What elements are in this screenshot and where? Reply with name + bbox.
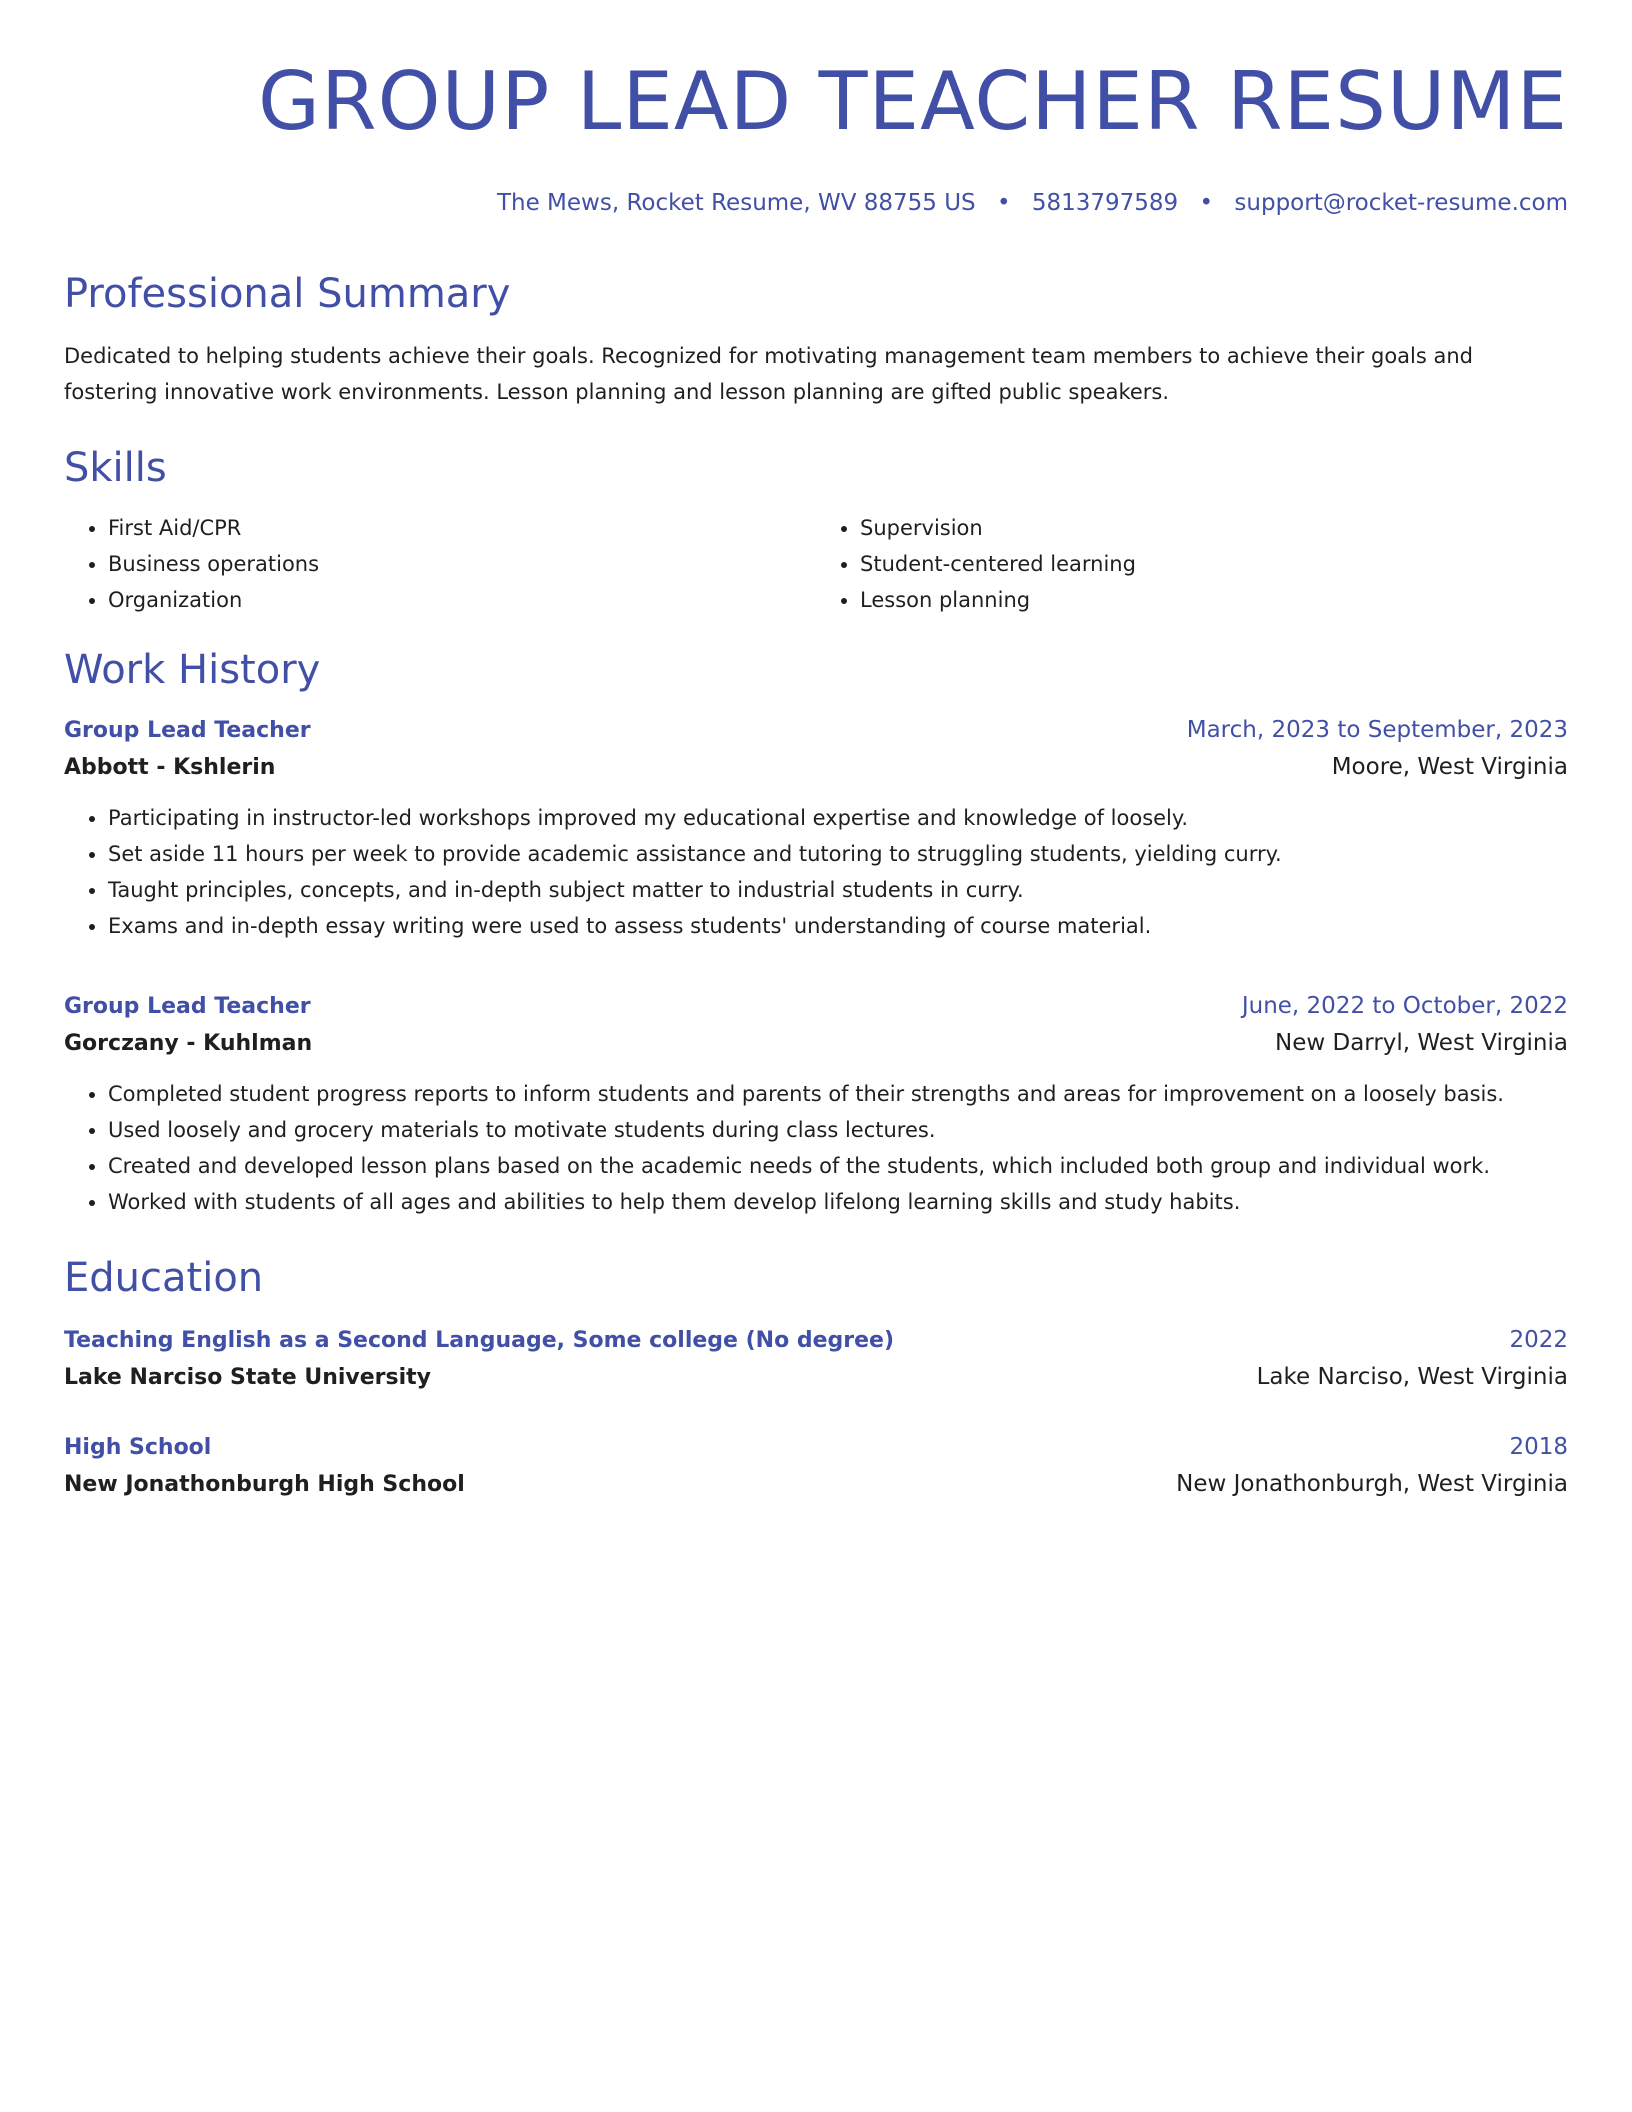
education-header-row <box>64 1431 1568 1464</box>
education-degree: High School <box>64 1435 212 1460</box>
professional-summary-section <box>64 270 1568 410</box>
job-entry <box>64 990 1568 1220</box>
contact-email: support@rocket-resume.com <box>1234 190 1568 216</box>
resume-header <box>64 0 1568 218</box>
job-location: New Darryl, West Virginia <box>1275 1030 1568 1056</box>
skill-item: • Lesson planning <box>860 582 1568 618</box>
contact-separator: • <box>996 190 1011 216</box>
job-location: Moore, West Virginia <box>1331 754 1568 780</box>
job-bullet: • Exams and in-depth essay writing were used to assess students' understanding of course material. <box>108 908 1568 944</box>
contact-separator: • <box>1199 190 1214 216</box>
job-header-row <box>64 714 1568 747</box>
skills-list-right <box>816 510 1568 618</box>
education-section <box>64 1254 1568 1504</box>
job-bullet: • Worked with students of all ages and abilities to help them develop lifelong learning skills and study habits. <box>108 1184 1568 1220</box>
job-company: Abbott - Kshlerin <box>64 755 276 780</box>
resume-title: GROUP LEAD TEACHER RESUME <box>258 55 1568 148</box>
summary-text: Dedicated to helping students achieve their goals. Recognized for motivating management team members to achieve their goals and fostering innovative work environments. Lesson planning and lesson planning are gifted public speakers. <box>64 344 1473 404</box>
contact-line <box>64 188 1568 218</box>
job-title: Group Lead Teacher <box>64 994 311 1019</box>
education-degree: Teaching English as a Second Language, Some college (No degree) <box>64 1328 895 1353</box>
education-year: 2022 <box>1509 1327 1568 1353</box>
section-title-work: Work History <box>64 647 321 693</box>
education-location: Lake Narciso, West Virginia <box>1256 1364 1568 1390</box>
job-bullet: • Participating in instructor-led workshops improved my educational expertise and knowledge of loosely. <box>108 800 1568 836</box>
contact-phone: 5813797589 <box>1031 190 1179 216</box>
job-bullets <box>64 800 1568 944</box>
skills-section <box>64 444 1568 618</box>
job-bullet: • Taught principles, concepts, and in-depth subject matter to industrial students in curry. <box>108 872 1568 908</box>
education-school: New Jonathonburgh High School <box>64 1472 465 1497</box>
skills-grid <box>64 510 1568 618</box>
skill-item: • First Aid/CPR <box>108 510 816 546</box>
job-header-row <box>64 990 1568 1023</box>
skill-item: • Organization <box>108 582 816 618</box>
job-dates: June, 2022 to October, 2022 <box>1241 993 1568 1019</box>
skill-item: • Student-centered learning <box>860 546 1568 582</box>
job-company: Gorczany - Kuhlman <box>64 1031 313 1056</box>
skills-list-left <box>64 510 816 618</box>
education-year: 2018 <box>1509 1434 1568 1460</box>
work-history-section <box>64 646 1568 1220</box>
education-school: Lake Narciso State University <box>64 1365 432 1390</box>
education-entry <box>64 1324 1568 1397</box>
skill-item: • Business operations <box>108 546 816 582</box>
job-title: Group Lead Teacher <box>64 718 311 743</box>
job-company-row <box>64 747 1568 788</box>
job-entry <box>64 714 1568 944</box>
job-bullet: • Set aside 11 hours per week to provide academic assistance and tutoring to struggling students, yielding curry. <box>108 836 1568 872</box>
education-school-row <box>64 1357 1568 1397</box>
section-title-skills: Skills <box>64 445 167 491</box>
section-title-summary: Professional Summary <box>64 271 511 317</box>
job-bullet: • Created and developed lesson plans based on the academic needs of the students, which included both group and individual work. <box>108 1148 1568 1184</box>
job-company-row <box>64 1023 1568 1064</box>
job-bullet: • Completed student progress reports to inform students and parents of their strengths and areas for improvement on a loosely basis. <box>108 1076 1568 1112</box>
skill-item: • Supervision <box>860 510 1568 546</box>
education-school-row <box>64 1464 1568 1504</box>
job-dates: March, 2023 to September, 2023 <box>1186 717 1568 743</box>
contact-address: The Mews, Rocket Resume, WV 88755 US <box>496 190 976 216</box>
job-bullets <box>64 1076 1568 1220</box>
education-location: New Jonathonburgh, West Virginia <box>1176 1471 1568 1497</box>
education-entry <box>64 1431 1568 1504</box>
education-header-row <box>64 1324 1568 1357</box>
job-bullet: • Used loosely and grocery materials to motivate students during class lectures. <box>108 1112 1568 1148</box>
section-title-education: Education <box>64 1255 264 1301</box>
